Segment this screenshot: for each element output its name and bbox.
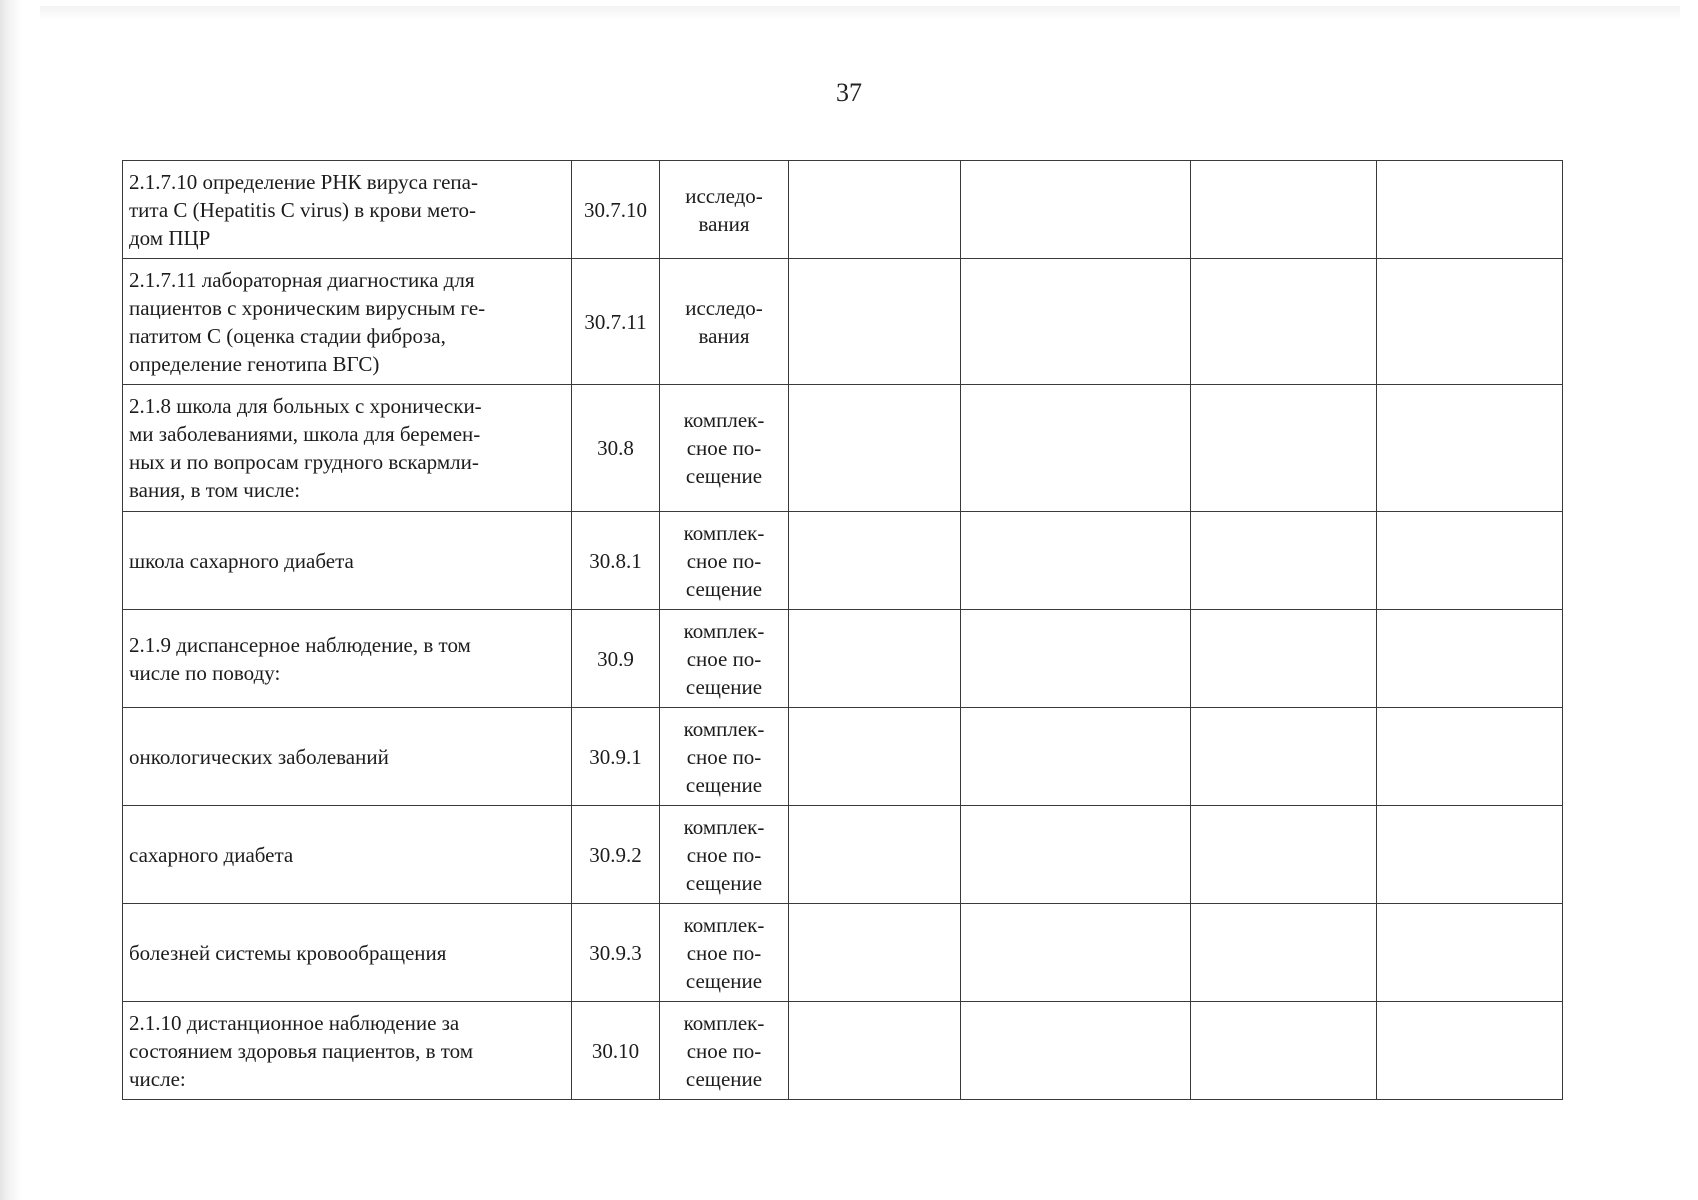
empty-cell (789, 904, 961, 1002)
empty-cell (1191, 1002, 1377, 1100)
empty-cell (789, 512, 961, 610)
empty-cell (1377, 161, 1563, 259)
row-name-cell (123, 385, 572, 512)
row-unit: комплек- сное по- сещение (683, 408, 765, 488)
row-name-cell (123, 806, 572, 904)
row-unit-cell (660, 512, 789, 610)
row-code: 30.9.2 (572, 806, 660, 904)
scan-shadow-top (40, 6, 1680, 20)
table-row (123, 708, 1563, 806)
empty-cell (789, 806, 961, 904)
empty-cell (1191, 385, 1377, 512)
empty-cell (1191, 806, 1377, 904)
row-unit: комплек- сное по- сещение (683, 618, 765, 699)
row-name: 2.1.7.10 определение РНК вируса гепа- тита С (Hepatitis C virus) в крови мето- дом ПЦР (129, 169, 478, 250)
table-row (123, 806, 1563, 904)
table-row (123, 385, 1563, 512)
empty-cell (961, 1002, 1191, 1100)
row-name-cell (123, 259, 572, 385)
row-code: 30.7.11 (572, 259, 660, 385)
row-unit-cell (660, 806, 789, 904)
table-row (123, 610, 1563, 708)
row-code: 30.7.10 (572, 161, 660, 259)
table-row (123, 1002, 1563, 1100)
row-name-cell (123, 708, 572, 806)
empty-cell (961, 904, 1191, 1002)
row-unit-cell (660, 161, 789, 259)
empty-cell (1191, 259, 1377, 385)
scan-shadow-left (0, 0, 22, 1200)
empty-cell (961, 385, 1191, 512)
row-name-cell (123, 1002, 572, 1100)
empty-cell (789, 610, 961, 708)
empty-cell (961, 259, 1191, 385)
empty-cell (1191, 161, 1377, 259)
row-name-cell (123, 161, 572, 259)
empty-cell (1377, 904, 1563, 1002)
row-code: 30.9 (572, 610, 660, 708)
row-name: 2.1.10 дистанционное наблюдение за состоянием здоровья пациентов, в том числе: (129, 1010, 474, 1091)
table-row (123, 161, 1563, 259)
row-unit-cell (660, 904, 789, 1002)
empty-cell (1377, 1002, 1563, 1100)
row-name: онкологических заболеваний (129, 744, 389, 769)
row-unit-cell (660, 708, 789, 806)
empty-cell (1377, 610, 1563, 708)
empty-cell (789, 1002, 961, 1100)
row-name: 2.1.8 школа для больных с хронически- ми заболеваниями, школа для беремен- ных и по вопросам грудного вскармли- вания, в том числе: (129, 394, 482, 502)
empty-cell (961, 161, 1191, 259)
row-unit: комплек- сное по- сещение (683, 520, 765, 601)
empty-cell (789, 708, 961, 806)
row-unit-cell (660, 259, 789, 385)
row-name: 2.1.7.11 лабораторная диагностика для пациентов с хроническим вирусным ге- патитом С (оценка стадии фиброза, определение генотипа ВГС) (129, 267, 486, 376)
empty-cell (1191, 610, 1377, 708)
row-name: 2.1.9 диспансерное наблюдение, в том числе по поводу: (129, 632, 471, 685)
row-code: 30.9.3 (572, 904, 660, 1002)
empty-cell (789, 259, 961, 385)
empty-cell (961, 708, 1191, 806)
empty-cell (1377, 512, 1563, 610)
row-unit: комплек- сное по- сещение (683, 716, 765, 797)
row-code: 30.8 (572, 385, 660, 512)
empty-cell (1377, 708, 1563, 806)
empty-cell (789, 161, 961, 259)
empty-cell (1377, 385, 1563, 512)
row-unit: комплек- сное по- сещение (683, 1010, 765, 1091)
empty-cell (789, 385, 961, 512)
empty-cell (961, 512, 1191, 610)
row-unit: комплек- сное по- сещение (683, 814, 765, 895)
row-code: 30.8.1 (572, 512, 660, 610)
row-name: сахарного диабета (129, 842, 294, 867)
row-name-cell (123, 904, 572, 1002)
empty-cell (961, 610, 1191, 708)
row-unit: исследо- вания (685, 183, 763, 236)
row-code: 30.9.1 (572, 708, 660, 806)
row-name-cell (123, 512, 572, 610)
empty-cell (1377, 259, 1563, 385)
row-name-cell (123, 610, 572, 708)
row-unit-cell (660, 385, 789, 512)
empty-cell (1191, 708, 1377, 806)
row-name: школа сахарного диабета (129, 548, 354, 573)
row-name: болезней системы кровообращения (129, 940, 447, 965)
row-unit-cell (660, 610, 789, 708)
page-number: 37 (836, 78, 862, 107)
empty-cell (961, 806, 1191, 904)
row-unit-cell (660, 1002, 789, 1100)
table-row (123, 904, 1563, 1002)
row-unit: комплек- сное по- сещение (683, 912, 765, 993)
empty-cell (1377, 806, 1563, 904)
services-table (122, 160, 1563, 1100)
empty-cell (1191, 904, 1377, 1002)
row-code: 30.10 (572, 1002, 660, 1100)
empty-cell (1191, 512, 1377, 610)
table-row (123, 259, 1563, 385)
row-unit: исследо- вания (685, 295, 763, 348)
table-row (123, 512, 1563, 610)
